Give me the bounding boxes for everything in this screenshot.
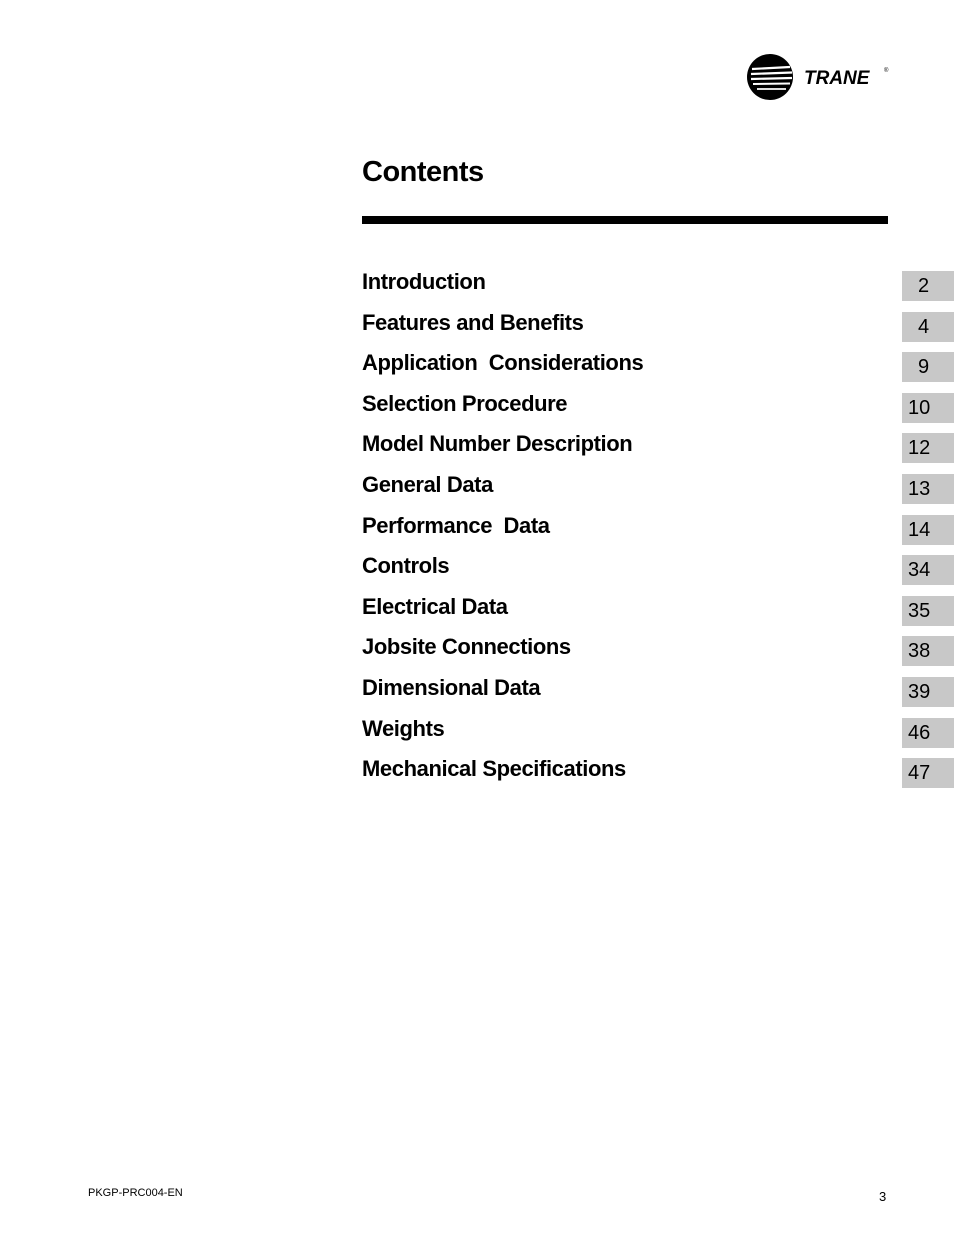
toc-entry-page-number: 10 [902,393,954,423]
footer-doc-code: PKGP-PRC004-EN [88,1187,183,1199]
toc-entry-page-number: 14 [902,515,954,545]
toc-entry[interactable] [362,471,954,503]
toc-entry[interactable] [362,309,954,341]
toc-entry[interactable] [362,512,954,544]
toc-entry-page-number: 38 [902,636,954,666]
toc-entry-page-number: 9 [902,352,954,382]
toc-entry-page-number: 2 [902,271,954,301]
toc-entry-label: Performance Data [362,512,550,538]
logo-wordmark: TRANE [804,68,870,89]
toc-entry-label: Mechanical Specifications [362,756,626,782]
toc-entry[interactable] [362,552,954,584]
toc-entry-label: General Data [362,472,493,497]
toc-entry-page-number: 46 [902,718,954,748]
toc-entry-label: Features and Benefits [362,309,584,335]
toc-entry-page-number: 12 [902,433,954,463]
toc-entry[interactable] [362,593,954,625]
toc-entry[interactable] [362,268,954,300]
toc-entry-label: Electrical Data [362,593,508,619]
toc-entry[interactable] [362,390,954,422]
toc-entry[interactable] [362,715,954,747]
toc-entry-page-number: 13 [902,474,954,504]
toc-entry-label: Selection Procedure [362,390,568,416]
toc-entry[interactable] [362,430,954,462]
toc-entry[interactable] [362,674,954,706]
toc-entry-page-number: 39 [902,677,954,707]
toc-entry[interactable] [362,349,954,381]
toc-entry-label: Dimensional Data [362,675,541,700]
toc-entry-page-number: 47 [902,758,954,788]
svg-text:®: ® [884,68,889,74]
toc-entry-label: Jobsite Connections [362,634,571,660]
page-title: Contents [362,156,484,188]
toc-entry-page-number: 34 [902,555,954,585]
toc-entry[interactable] [362,755,954,787]
toc-entry-label: Model Number Description [362,431,633,457]
toc-entry-label: Introduction [362,269,486,294]
footer-page-number: 3 [879,1189,887,1204]
toc-entry-label: Weights [362,715,445,741]
toc-entry[interactable] [362,633,954,665]
toc-entry-page-number: 35 [902,596,954,626]
toc-entry-label: Application Considerations [362,350,644,376]
toc-entry-label: Controls [362,553,450,579]
toc-entry-page-number: 4 [902,312,954,342]
